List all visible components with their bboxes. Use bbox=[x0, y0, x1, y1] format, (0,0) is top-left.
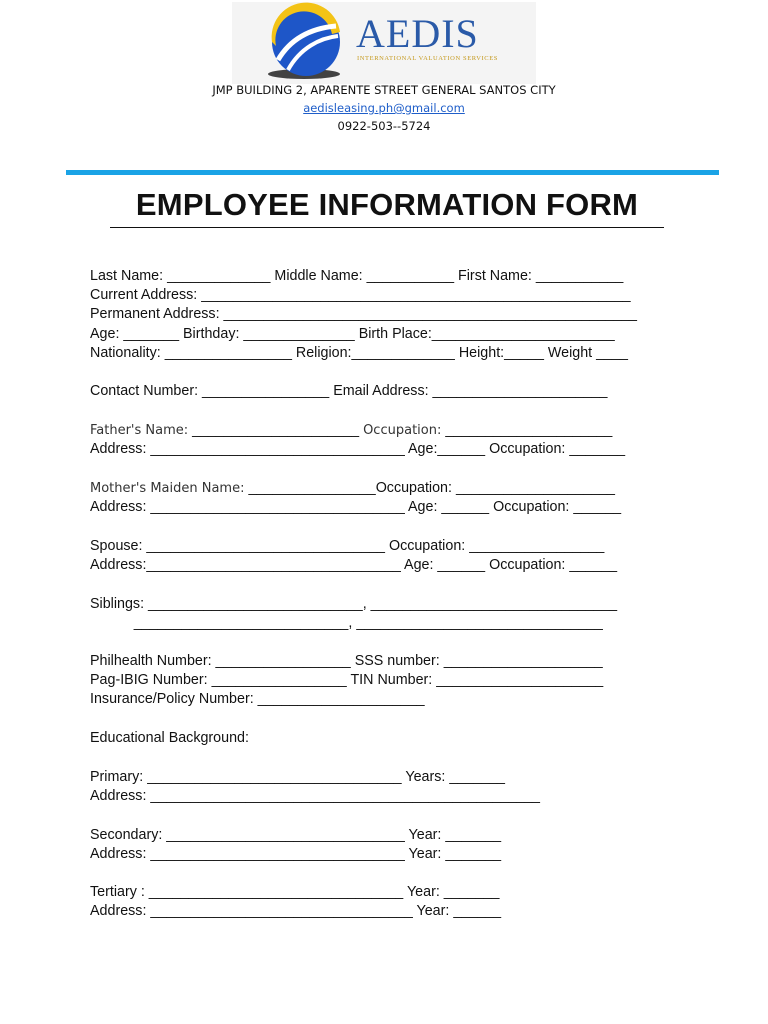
header-divider bbox=[66, 170, 719, 175]
secondary-address-line[interactable]: Address: ________________________________ Year: _______ bbox=[90, 846, 502, 862]
primary-school-line[interactable]: Primary: ________________________________ Years: _______ bbox=[90, 769, 505, 785]
spouse-address-line[interactable]: Address:________________________________ Age: ______ Occupation: ______ bbox=[90, 557, 618, 573]
tertiary-school-line[interactable]: Tertiary : ________________________________ Year: _______ bbox=[90, 884, 500, 900]
siblings-line-2[interactable]: ___________________________, _______________________________ bbox=[90, 615, 603, 631]
nationality-line[interactable]: Nationality: ________________ Religion:_____________ Height:_____ Weight ____ bbox=[90, 345, 628, 361]
mother-name-blank[interactable]: ________________ bbox=[244, 480, 376, 496]
mother-name-label: Mother's Maiden Name: bbox=[90, 481, 245, 496]
contact-email-line[interactable]: Contact Number: ________________ Email Address: ______________________ bbox=[90, 383, 608, 399]
educational-background-heading: Educational Background: bbox=[90, 730, 249, 746]
mother-occupation-field[interactable]: Occupation: ____________________ bbox=[375, 480, 615, 496]
brand-name: AEDIS bbox=[356, 11, 479, 56]
mother-name-line[interactable] bbox=[90, 479, 615, 498]
siblings-line-1[interactable]: Siblings: ___________________________, _______________________________ bbox=[90, 596, 618, 612]
company-address: JMP BUILDING 2, APARENTE STREET GENERAL SANTOS CITY bbox=[212, 83, 556, 97]
father-occupation-label: Occupation: bbox=[363, 423, 442, 438]
current-address-line[interactable]: Current Address: ______________________________________________________ bbox=[90, 287, 631, 303]
age-birthday-line[interactable]: Age: _______ Birthday: ______________ Birth Place:_______________________ bbox=[90, 326, 615, 342]
father-name-label: Father's Name: bbox=[90, 423, 189, 438]
secondary-school-line[interactable]: Secondary: ______________________________ Year: _______ bbox=[90, 827, 502, 843]
company-email-link[interactable]: aedisleasing.ph@gmail.com bbox=[303, 101, 465, 115]
brand-tagline: INTERNATIONAL VALUATION SERVICES bbox=[357, 55, 498, 62]
mother-address-line[interactable]: Address: ________________________________ Age: ______ Occupation: ______ bbox=[90, 499, 622, 515]
insurance-policy-line[interactable]: Insurance/Policy Number: _____________________ bbox=[90, 691, 425, 707]
page-title: EMPLOYEE INFORMATION FORM bbox=[110, 186, 664, 228]
pagibig-tin-line[interactable]: Pag-IBIG Number: _________________ TIN Number: _____________________ bbox=[90, 672, 604, 688]
father-occupation-blank[interactable]: _____________________ bbox=[441, 422, 613, 438]
permanent-address-line[interactable]: Permanent Address: ____________________________________________________ bbox=[90, 306, 637, 322]
company-phone: 0922-503--5724 bbox=[337, 119, 431, 133]
spouse-line[interactable]: Spouse: ______________________________ Occupation: _________________ bbox=[90, 538, 605, 554]
philhealth-sss-line[interactable]: Philhealth Number: _________________ SSS number: ____________________ bbox=[90, 653, 603, 669]
tertiary-address-line[interactable]: Address: _________________________________ Year: ______ bbox=[90, 903, 502, 919]
name-fields-line[interactable]: Last Name: _____________ Middle Name: ___________ First Name: ___________ bbox=[90, 268, 624, 284]
father-name-line[interactable] bbox=[90, 421, 612, 440]
father-address-line[interactable]: Address: ________________________________ Age:______ Occupation: _______ bbox=[90, 441, 626, 457]
father-name-blank[interactable]: _____________________ bbox=[188, 422, 364, 438]
primary-address-line[interactable]: Address: _________________________________________________ bbox=[90, 788, 541, 804]
